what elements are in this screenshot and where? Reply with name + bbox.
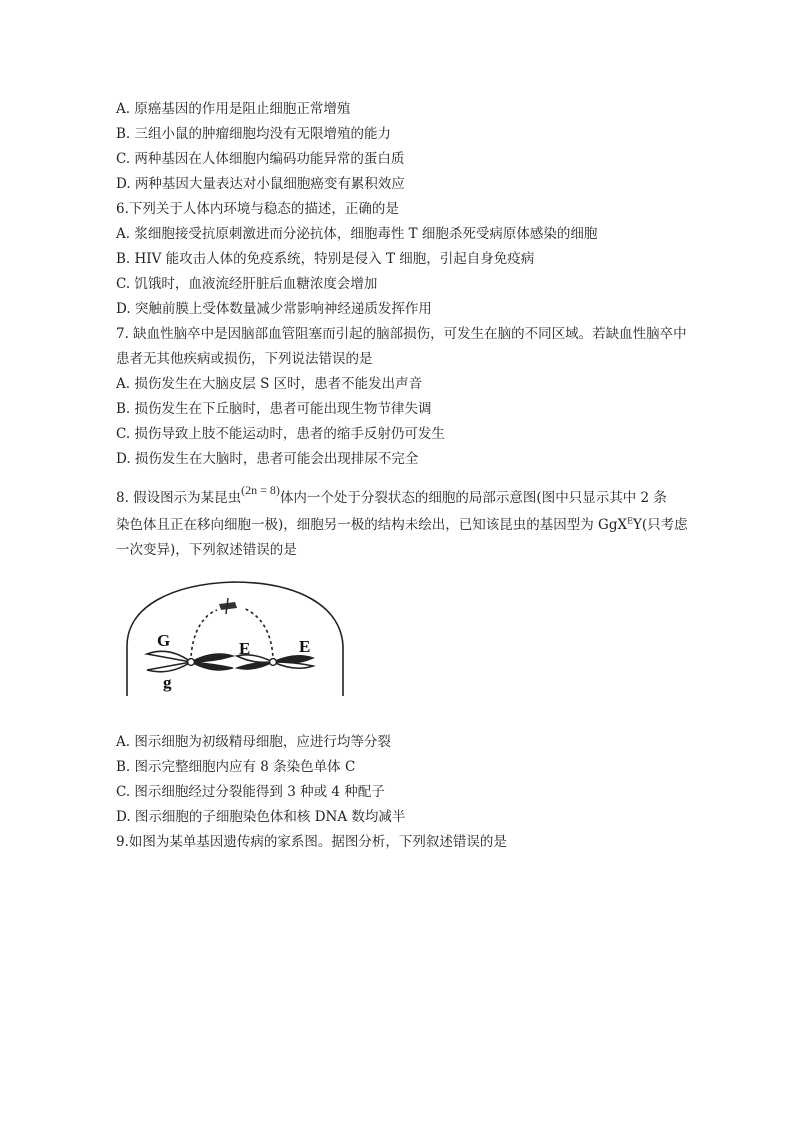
q8-stem-a: 8. 假设图示为某昆虫 (116, 490, 242, 506)
q5-option-a: A. 原癌基因的作用是阻止细胞正常增殖 (116, 101, 351, 117)
q6-option-b: B. HIV 能攻击人体的免疫系统，特别是侵入 T 细胞，引起自身免疫病 (116, 251, 535, 267)
q8-option-b: B. 图示完整细胞内应有 8 条染色单体 C (116, 759, 356, 775)
q5-option-d: D. 两种基因大量表达对小鼠细胞癌变有累积效应 (116, 176, 405, 192)
label-E-left: E (239, 639, 251, 658)
q7-option-b: B. 损伤发生在下丘脑时，患者可能出现生物节律失调 (116, 401, 432, 417)
q8-stem-b: 体内一个处于分裂状态的细胞的局部示意图(图中只显示其中 2 条 (279, 490, 667, 506)
q6-option-d: D. 突触前膜上受体数量减少常影响神经递质发挥作用 (116, 301, 432, 317)
q8-option-d: D. 图示细胞的子细胞染色体和核 DNA 数均减半 (116, 809, 406, 825)
q7-stem-line1: 7. 缺血性脑卒中是因脑部血管阻塞而引起的脑部损伤，可发生在脑的不同区域。若缺血性脑卒中 (116, 326, 687, 342)
q6-option-a: A. 浆细胞接受抗原刺激进而分泌抗体，细胞毒性 T 细胞杀死受病原体感染的细胞 (116, 226, 598, 242)
q8-option-c: C. 图示细胞经过分裂能得到 3 种或 4 种配子 (116, 784, 385, 800)
chromosome-left (147, 651, 233, 671)
q8-stem-line1 (116, 483, 667, 507)
q8-stem-line3: 一次变异)，下列叙述错误的是 (116, 542, 297, 558)
label-E-right: E (299, 637, 311, 656)
q8-option-a: A. 图示细胞为初级精母细胞，应进行均等分裂 (116, 734, 391, 750)
label-G: G (157, 631, 171, 650)
q8-math: (2n = 8) (241, 483, 280, 497)
cell-division-figure (113, 576, 358, 716)
q8-stem-line2: 染色体且正在移向细胞一极)，细胞另一极的结构未绘出，已知该昆虫的基因型为 GgX$^E$Y(只考虑 (116, 516, 688, 533)
centriole (226, 598, 228, 614)
q5-option-c: C. 两种基因在人体细胞内编码功能异常的蛋白质 (116, 151, 405, 167)
q7-option-d: D. 损伤发生在大脑时，患者可能会出现排尿不完全 (116, 451, 419, 467)
q9-stem: 9.如图为某单基因遗传病的家系图。据图分析，下列叙述错误的是 (116, 834, 507, 850)
q7-option-c: C. 损伤导致上肢不能运动时，患者的缩手反射仍可发生 (116, 426, 445, 442)
q7-option-a: A. 损伤发生在大脑皮层 S 区时，患者不能发出声音 (116, 376, 423, 392)
label-g: g (163, 673, 172, 692)
q5-option-b: B. 三组小鼠的肿瘤细胞均没有无限增殖的能力 (116, 126, 392, 142)
q6-option-c: C. 饥饿时，血液流经肝脏后血糖浓度会增加 (116, 276, 378, 292)
q6-stem: 6.下列关于人体内环境与稳态的描述，正确的是 (116, 201, 399, 217)
q7-stem-line2: 患者无其他疾病或损伤，下列说法错误的是 (116, 351, 373, 367)
